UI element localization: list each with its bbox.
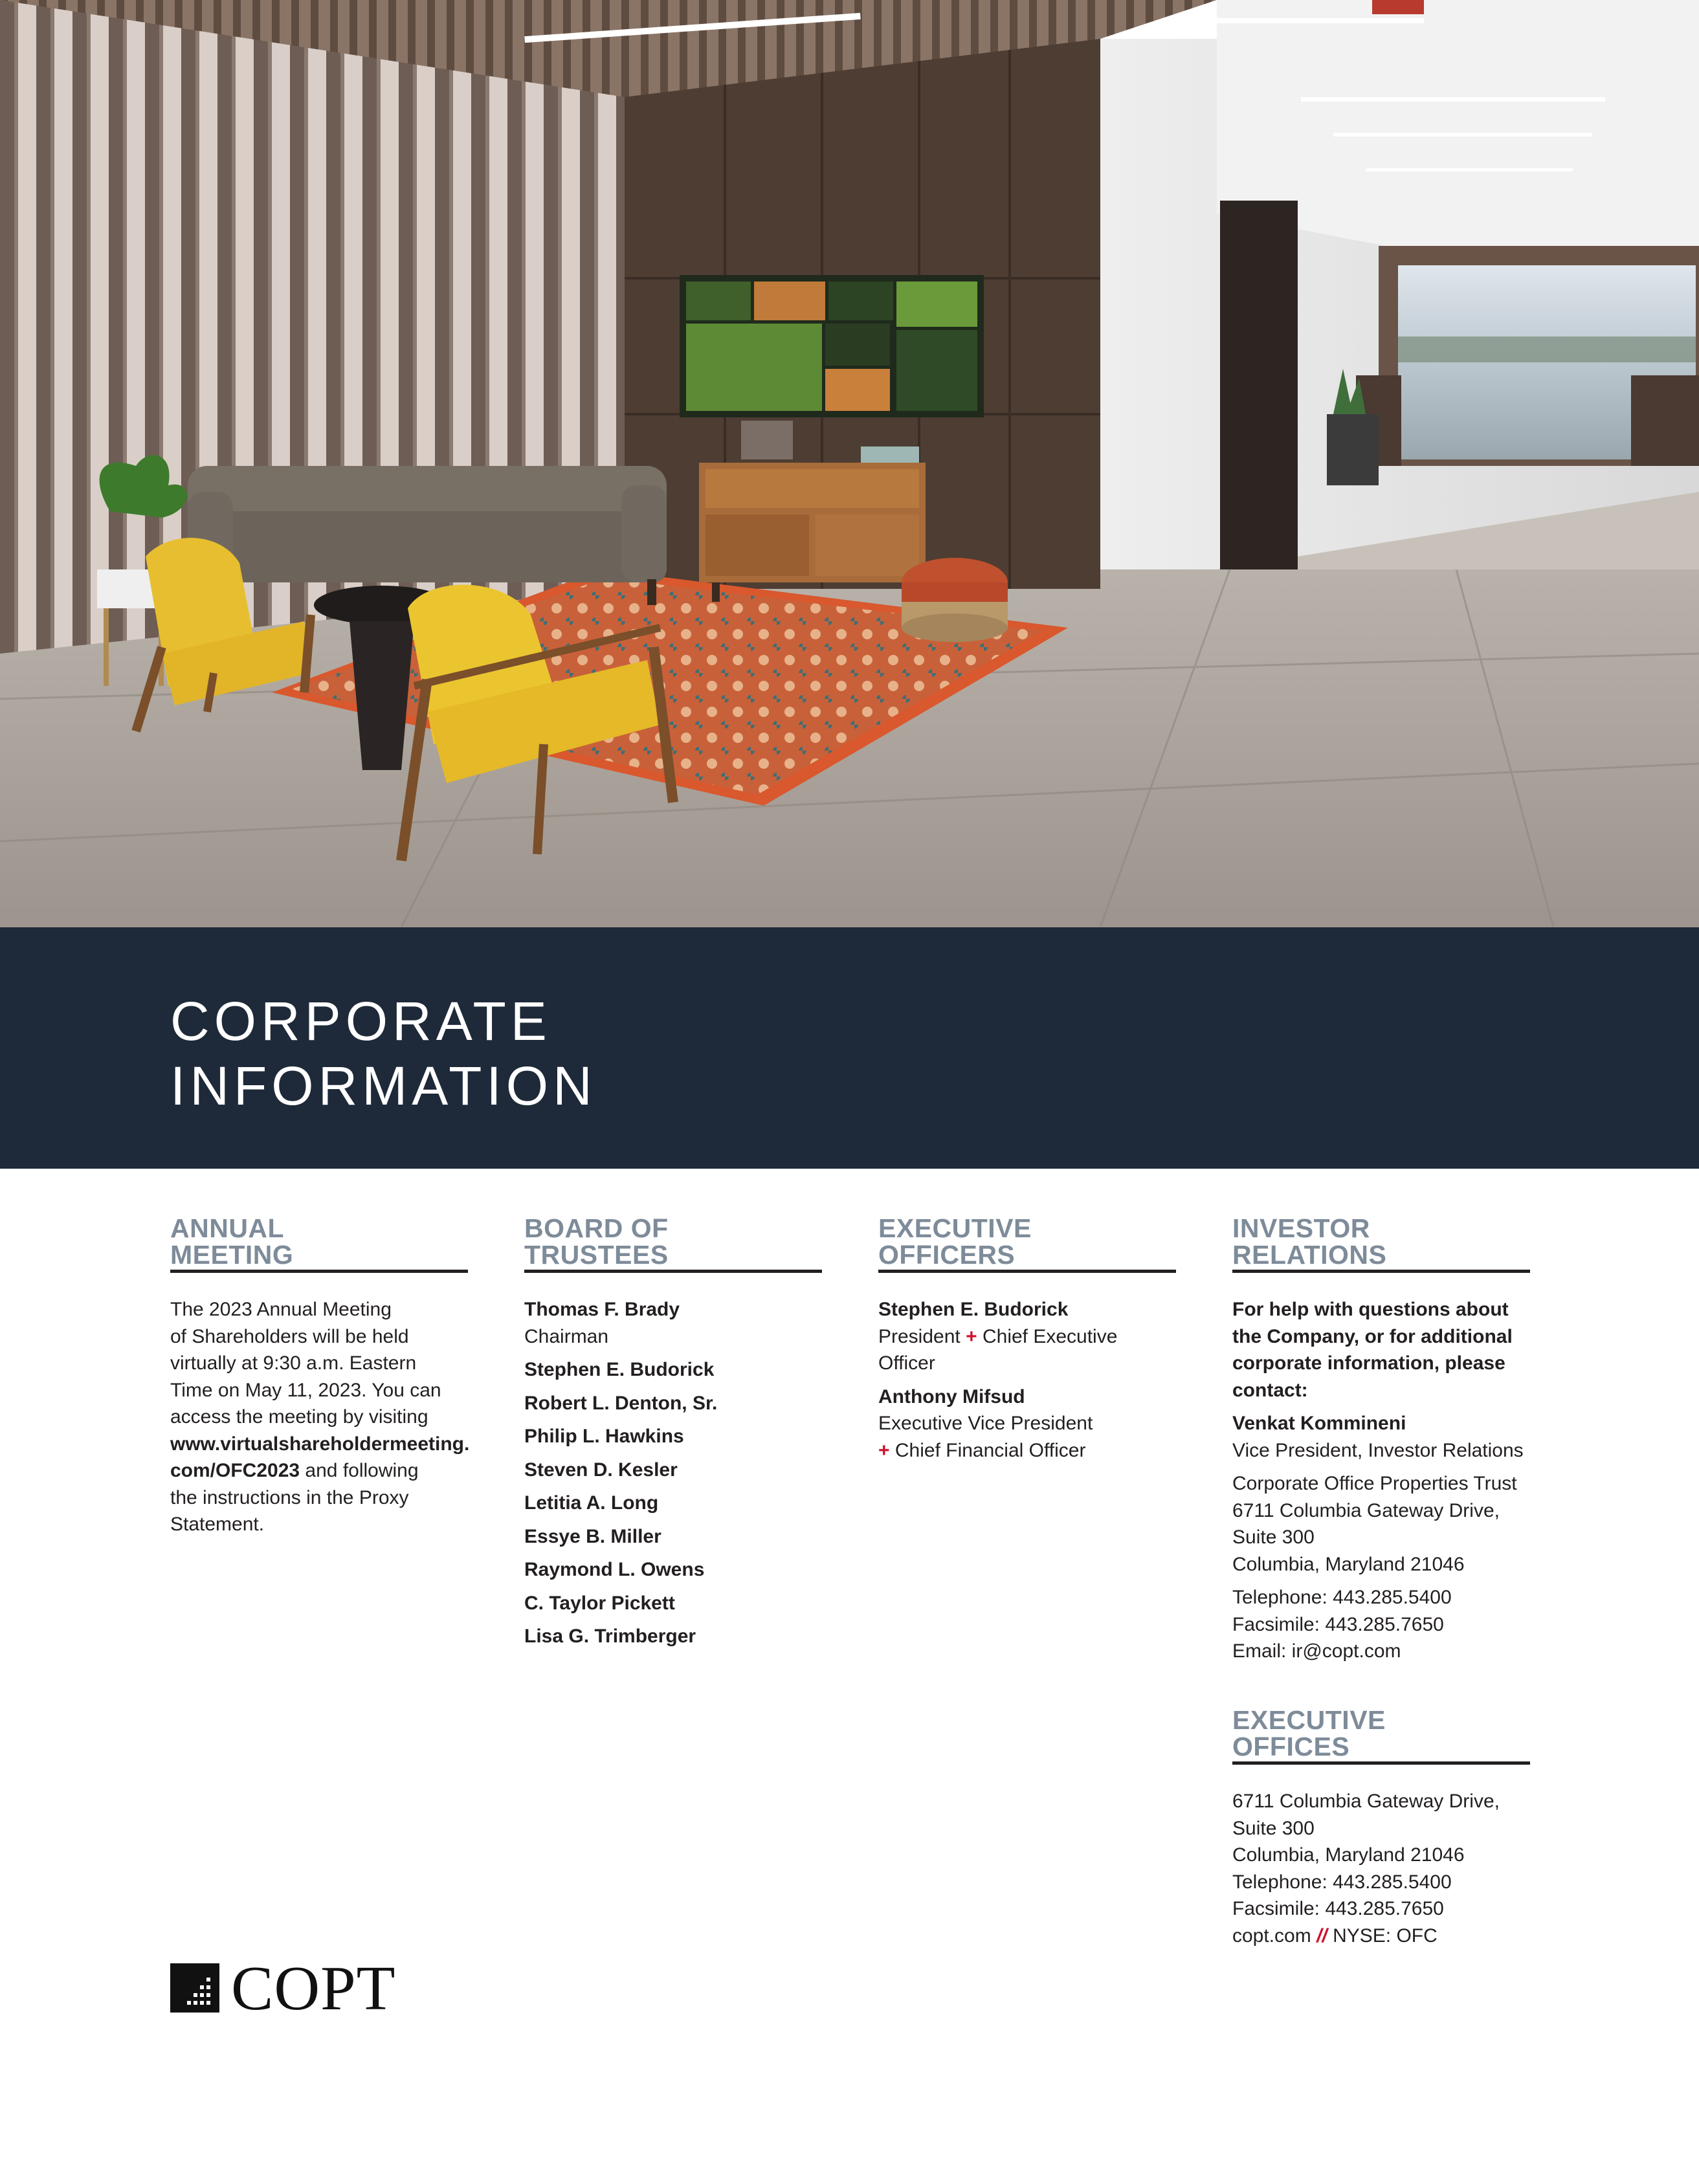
title-fragment: President [878, 1325, 961, 1347]
facsimile: Facsimile: 443.285.7650 [1232, 1613, 1444, 1635]
heading-line: ANNUAL [170, 1213, 285, 1243]
title-fragment: Chief Executive [982, 1325, 1118, 1347]
heading-line: MEETING [170, 1240, 294, 1270]
executive-offices-section [1232, 1707, 1530, 1949]
facsimile: Facsimile: 443.285.7650 [1232, 1898, 1444, 1919]
heading-line: RELATIONS [1232, 1240, 1387, 1270]
text-line: of Shareholders will be held [170, 1325, 409, 1347]
officer-name: Anthony Mifsud [878, 1385, 1025, 1407]
chair-title: Chairman [524, 1325, 609, 1347]
contact-name: Venkat Kommineni [1232, 1413, 1406, 1434]
text-line: For help with questions about [1232, 1299, 1509, 1320]
officer-title: Executive Vice President [878, 1413, 1093, 1434]
contact-title: Vice President, Investor Relations [1232, 1439, 1524, 1461]
chair-name: Thomas F. Brady [524, 1299, 680, 1320]
investor-heading [1232, 1215, 1530, 1273]
annual-meeting-text [170, 1296, 468, 1538]
copt-logo-mark-icon [170, 1963, 219, 2013]
meeting-link-part-1[interactable]: www.virtualshareholdermeeting. [170, 1433, 470, 1455]
website-link[interactable]: copt.com [1232, 1925, 1311, 1947]
address-line: Corporate Office Properties Trust [1232, 1473, 1517, 1494]
hero-lobby-photo [0, 0, 1699, 927]
text-line: contact: [1232, 1379, 1308, 1401]
officers-heading [878, 1215, 1176, 1273]
text-line: Time on May 11, 2023. You can [170, 1379, 441, 1401]
page-title-line-2: INFORMATION [170, 1055, 597, 1116]
title-fragment: Chief Financial Officer [894, 1439, 1086, 1461]
text-line: access the meeting by visiting [170, 1406, 428, 1428]
trustee-name: Letitia A. Long [524, 1492, 659, 1514]
trustee-name: Robert L. Denton, Sr. [524, 1392, 718, 1414]
board-heading [524, 1215, 822, 1273]
address-line: Columbia, Maryland 21046 [1232, 1844, 1465, 1866]
heading-line: BOARD OF [524, 1213, 669, 1243]
board-of-trustees-section [524, 1215, 822, 1657]
email-link[interactable]: Email: ir@copt.com [1232, 1640, 1401, 1662]
heading-line: EXECUTIVE [878, 1213, 1032, 1243]
officer-title [878, 1437, 1176, 1464]
page-title [170, 989, 597, 1118]
telephone: Telephone: 443.285.5400 [1232, 1871, 1452, 1893]
officer-title-cont: Officer [878, 1352, 935, 1374]
heading-line: TRUSTEES [524, 1240, 669, 1270]
telephone: Telephone: 443.285.5400 [1232, 1587, 1452, 1608]
trustee-name: Steven D. Kesler [524, 1459, 678, 1481]
text-line: the instructions in the Proxy [170, 1486, 409, 1508]
address-line: Columbia, Maryland 21046 [1232, 1553, 1465, 1575]
annual-meeting-heading [170, 1215, 468, 1273]
trustee-name: C. Taylor Pickett [524, 1592, 675, 1614]
trustee-name: Essye B. Miller [524, 1525, 661, 1547]
plus-separator: + [878, 1439, 890, 1461]
heading-line: OFFICES [1232, 1732, 1350, 1761]
executive-officers-section [878, 1215, 1176, 1464]
text-line: corporate information, please [1232, 1352, 1505, 1374]
trustee-name: Stephen E. Budorick [524, 1359, 715, 1380]
trustee-name: Lisa G. Trimberger [524, 1626, 696, 1647]
investor-relations-section [1232, 1215, 1530, 1665]
officer-title [878, 1323, 1176, 1351]
text-line: the Company, or for additional [1232, 1325, 1513, 1347]
slash-separator: // [1316, 1925, 1327, 1947]
text-line: The 2023 Annual Meeting [170, 1299, 392, 1320]
ticker: NYSE: OFC [1333, 1925, 1438, 1947]
page-title-line-1: CORPORATE [170, 991, 551, 1052]
address-line: 6711 Columbia Gateway Drive, [1232, 1791, 1500, 1812]
heading-line: EXECUTIVE [1232, 1705, 1386, 1735]
text-line: virtually at 9:30 a.m. Eastern [170, 1352, 417, 1374]
meeting-link-part-2[interactable]: com/OFC2023 [170, 1460, 300, 1481]
copt-wordmark: COPT [231, 1954, 396, 2024]
trustee-name: Raymond L. Owens [524, 1559, 705, 1580]
address-line: 6711 Columbia Gateway Drive, [1232, 1499, 1500, 1521]
address-line: Suite 300 [1232, 1527, 1315, 1548]
plus-separator: + [966, 1325, 977, 1347]
text-line: Statement. [170, 1514, 265, 1535]
offices-heading [1232, 1707, 1530, 1765]
heading-line: INVESTOR [1232, 1213, 1370, 1243]
annual-meeting-section [170, 1215, 468, 1538]
heading-line: OFFICERS [878, 1240, 1016, 1270]
officer-name: Stephen E. Budorick [878, 1299, 1069, 1320]
address-line: Suite 300 [1232, 1817, 1315, 1839]
trustee-name: Philip L. Hawkins [524, 1426, 684, 1447]
text-fragment: and following [300, 1460, 419, 1481]
